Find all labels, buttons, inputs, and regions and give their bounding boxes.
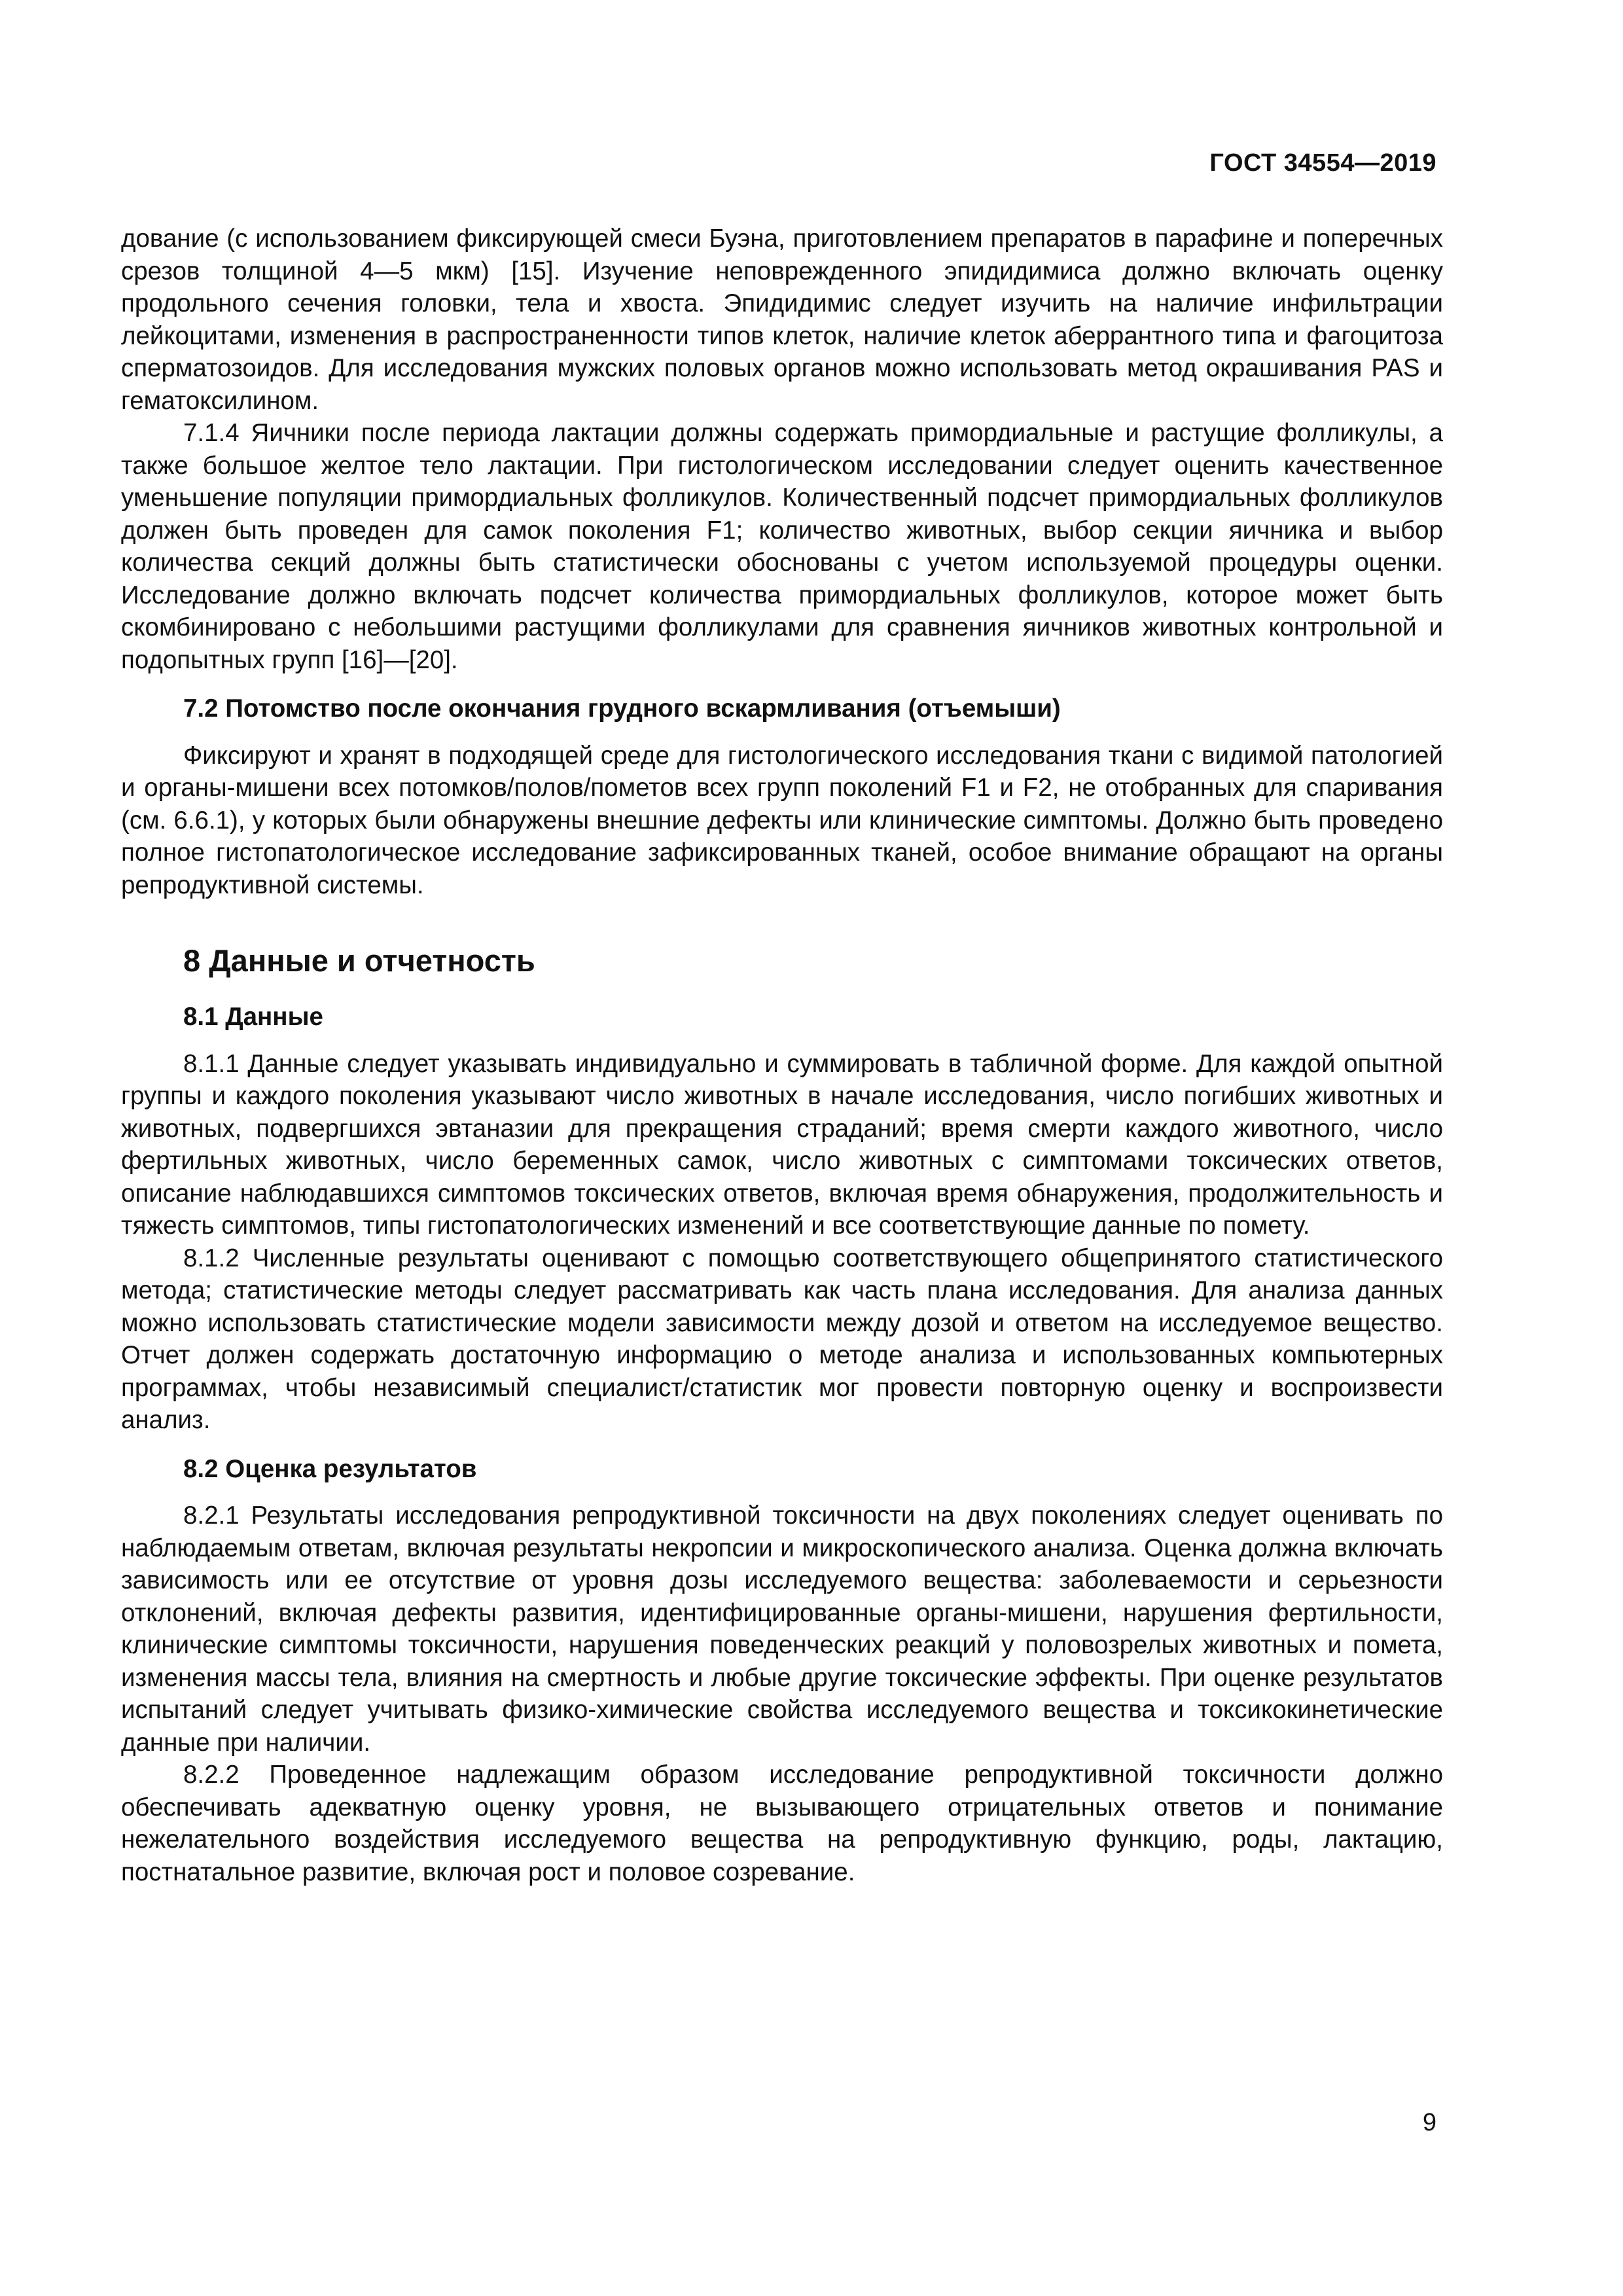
paragraph-continuation: дование (с использованием фиксирующей смеси Буэна, приготовлением препаратов в парафине и поперечных срезов толщиной 4—5 мкм) [15]. Изучение неповрежденного эпидидимиса должно включать оценку продольного сечения головки, тела и хвоста. Эпидидимис следует изучить на наличие инфильтрации лейкоцитами, изменения в распространенности типов клеток, наличие клеток аберрантного типа и фагоцитоза сперматозоидов. Для исследования мужских половых органов можно использовать метод окрашивания PAS и гематоксилином. (121, 224, 1443, 415)
document-body (121, 223, 1443, 1888)
paragraph-8-2-1: 8.2.1 Результаты исследования репродуктивной токсичности на двух поколениях следует оценивать по наблюдаемым ответам, включая результаты некропсии и микроскопического анализа. Оценка должна включать зависимость или ее отсутствие от уровня дозы исследуемого вещества: заболеваемости и серьезности отклонений, включая дефекты развития, идентифицированные органы-мишени, нарушения фертильности, клинические симптомы токсичности, нарушения поведенческих реакций у половозрелых животных и помета, изменения массы тела, влияния на смертность и любые другие токсические эффекты. При оценке результатов испытаний следует учитывать физико-химические свойства исследуемого вещества и токсикокинетические данные при наличии. (121, 1501, 1443, 1757)
paragraph-8-2-2: 8.2.2 Проведенное надлежащим образом исследование репродуктивной токсичности должно обеспечивать адекватную оценку уровня, не вызывающего отрицательных ответов и понимание нежелательного воздействия исследуемого вещества на репродуктивную функцию, роды, лактацию, постнатальное развитие, включая рост и половое созревание. (121, 1761, 1443, 1886)
section-heading-8: 8 Данные и отчетность (183, 943, 535, 978)
paragraph-7-2: Фиксируют и хранят в подходящей среде для гистологического исследования ткани с видимой патологией и органы-мишени всех потомков/полов/пометов всех групп поколений F1 и F2, не отобранных для спаривания (см. 6.6.1), у которых были обнаружены внешние дефекты или клинические симптомы. Должно быть проведено полное гистопатологическое исследование зафиксированных тканей, особое внимание обращают на органы репродуктивной системы. (121, 741, 1443, 899)
paragraph-8-1-2: 8.1.2 Численные результаты оценивают с помощью соответствующего общепринятого статистического метода; статистические методы следует рассматривать как часть плана исследования. Для анализа данных можно использовать статистические модели зависимости между дозой и ответом на исследуемое вещество. Отчет должен содержать достаточную информацию о методе анализа и использованных компьютерных программах, чтобы независимый специалист/статистик мог провести повторную оценку и воспроизвести анализ. (121, 1244, 1443, 1434)
section-heading-7-2: 7.2 Потомство после окончания грудного вскармливания (отъемыши) (183, 694, 1061, 723)
section-heading-8-1: 8.1 Данные (183, 1003, 323, 1031)
paragraph-7-1-4: 7.1.4 Яичники после периода лактации должны содержать примордиальные и растущие фолликулы, а также большое желтое тело лактации. При гистологическом исследовании следует оценить качественное уменьшение популяции примордиальных фолликулов. Количественный подсчет примордиальных фолликулов должен быть проведен для самок поколения F1; количество животных, выбор секции яичника и выбор количества секций должны быть статистически обоснованы с учетом используемой процедуры оценки. Исследование должно включать подсчет количества примордиальных фолликулов, которое может быть скомбинировано с небольшими растущими фолликулами для сравнения яичников животных контрольной и подопытных групп [16]—[20]. (121, 419, 1443, 674)
paragraph-8-1-1: 8.1.1 Данные следует указывать индивидуально и суммировать в табличной форме. Для каждой опытной группы и каждого поколения указывают число животных в начале исследования, число погибших животных и животных, подвергшихся эвтаназии для прекращения страданий; время смерти каждого животного, число фертильных животных, число беременных самок, число животных с симптомами токсических ответов, описание наблюдавшихся симптомов токсических ответов, включая время обнаружения, продолжительность и тяжесть симптомов, типы гистопатологических изменений и все соответствующие данные по помету. (121, 1049, 1443, 1240)
page-number: 9 (1422, 2109, 1436, 2136)
document-standard-id: ГОСТ 34554—2019 (1209, 149, 1436, 177)
section-heading-8-2: 8.2 Оценка результатов (183, 1454, 477, 1483)
